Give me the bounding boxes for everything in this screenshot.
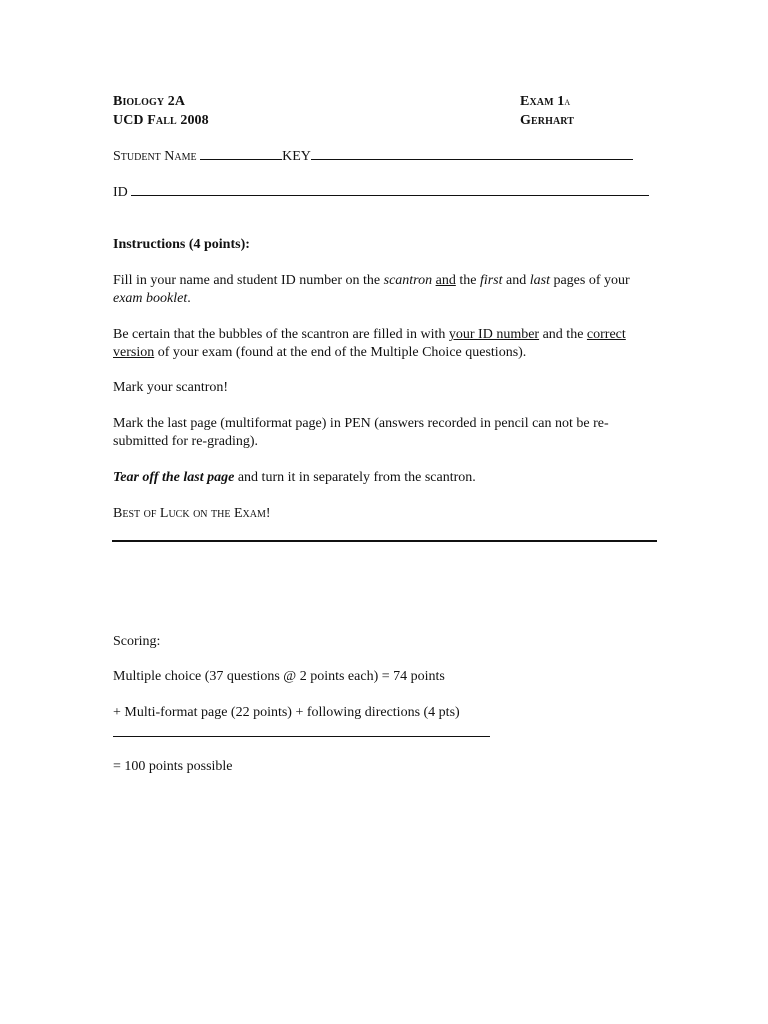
- scoring-line-1: Multiple choice (37 questions @ 2 points each) = 74 points: [113, 669, 445, 684]
- exam-number: Exam 1: [520, 94, 565, 109]
- p1-booklet: exam booklet: [113, 291, 188, 306]
- p5-bold: Tear off the last page: [113, 470, 235, 485]
- p1-text-4: pages of your: [549, 273, 630, 288]
- instruction-paragraph-1: [113, 272, 658, 308]
- p1-text-3: and: [502, 273, 530, 288]
- instructor-name: Gerhart: [520, 113, 575, 128]
- p1-text-1: Fill in your name and student ID number on the: [113, 273, 384, 288]
- student-name-value: KEY: [282, 149, 311, 164]
- student-id-row: [113, 183, 658, 202]
- instruction-paragraph-4: Mark the last page (multiformat page) in PEN (answers recorded in pencil can not be re-submitted for re-grading).: [113, 416, 609, 449]
- course-title: Biology 2A: [113, 94, 186, 109]
- p1-text-5: .: [187, 291, 191, 306]
- p1-first: first: [479, 273, 503, 288]
- p2-text-2: and the: [539, 327, 587, 342]
- scoring-total: = 100 points possible: [113, 759, 233, 774]
- student-name-blank-after: [311, 147, 633, 160]
- instruction-paragraph-2: [113, 326, 658, 362]
- p2-id-number: your ID number: [448, 327, 540, 342]
- course-term: UCD Fall 2008: [113, 113, 209, 128]
- student-name-blank-before: [200, 147, 282, 160]
- exam-title: [520, 93, 570, 111]
- p2-text-1: Be certain that the bubbles of the scantron are filled in with: [113, 327, 449, 342]
- scoring-line-2: + Multi-format page (22 points) + following directions (4 pts): [113, 705, 460, 720]
- scoring-heading: Scoring:: [113, 634, 161, 649]
- student-name-label: Student Name: [113, 149, 197, 164]
- closing-line: Best of Luck on the Exam!: [113, 506, 271, 521]
- instruction-paragraph-5: [113, 469, 658, 487]
- student-id-blank: [131, 183, 649, 196]
- p5-text: and turn it in separately from the scantron.: [234, 470, 476, 485]
- p1-and: and: [435, 273, 456, 288]
- p1-last: last: [529, 273, 550, 288]
- p2-text-3: of your exam (found at the end of the Multiple Choice questions).: [154, 345, 527, 360]
- student-id-label: ID: [113, 185, 128, 200]
- scoring-sum-rule: [113, 736, 490, 737]
- p2-correct-version: correct version: [113, 327, 626, 360]
- p1-scantron: scantron: [383, 273, 433, 288]
- section-divider: [112, 540, 657, 542]
- instructions-heading: Instructions (4 points):: [113, 237, 250, 252]
- exam-version: a: [564, 96, 571, 108]
- instruction-paragraph-3: Mark your scantron!: [113, 380, 229, 395]
- student-name-row: [113, 147, 653, 166]
- p1-text-2: the: [455, 273, 480, 288]
